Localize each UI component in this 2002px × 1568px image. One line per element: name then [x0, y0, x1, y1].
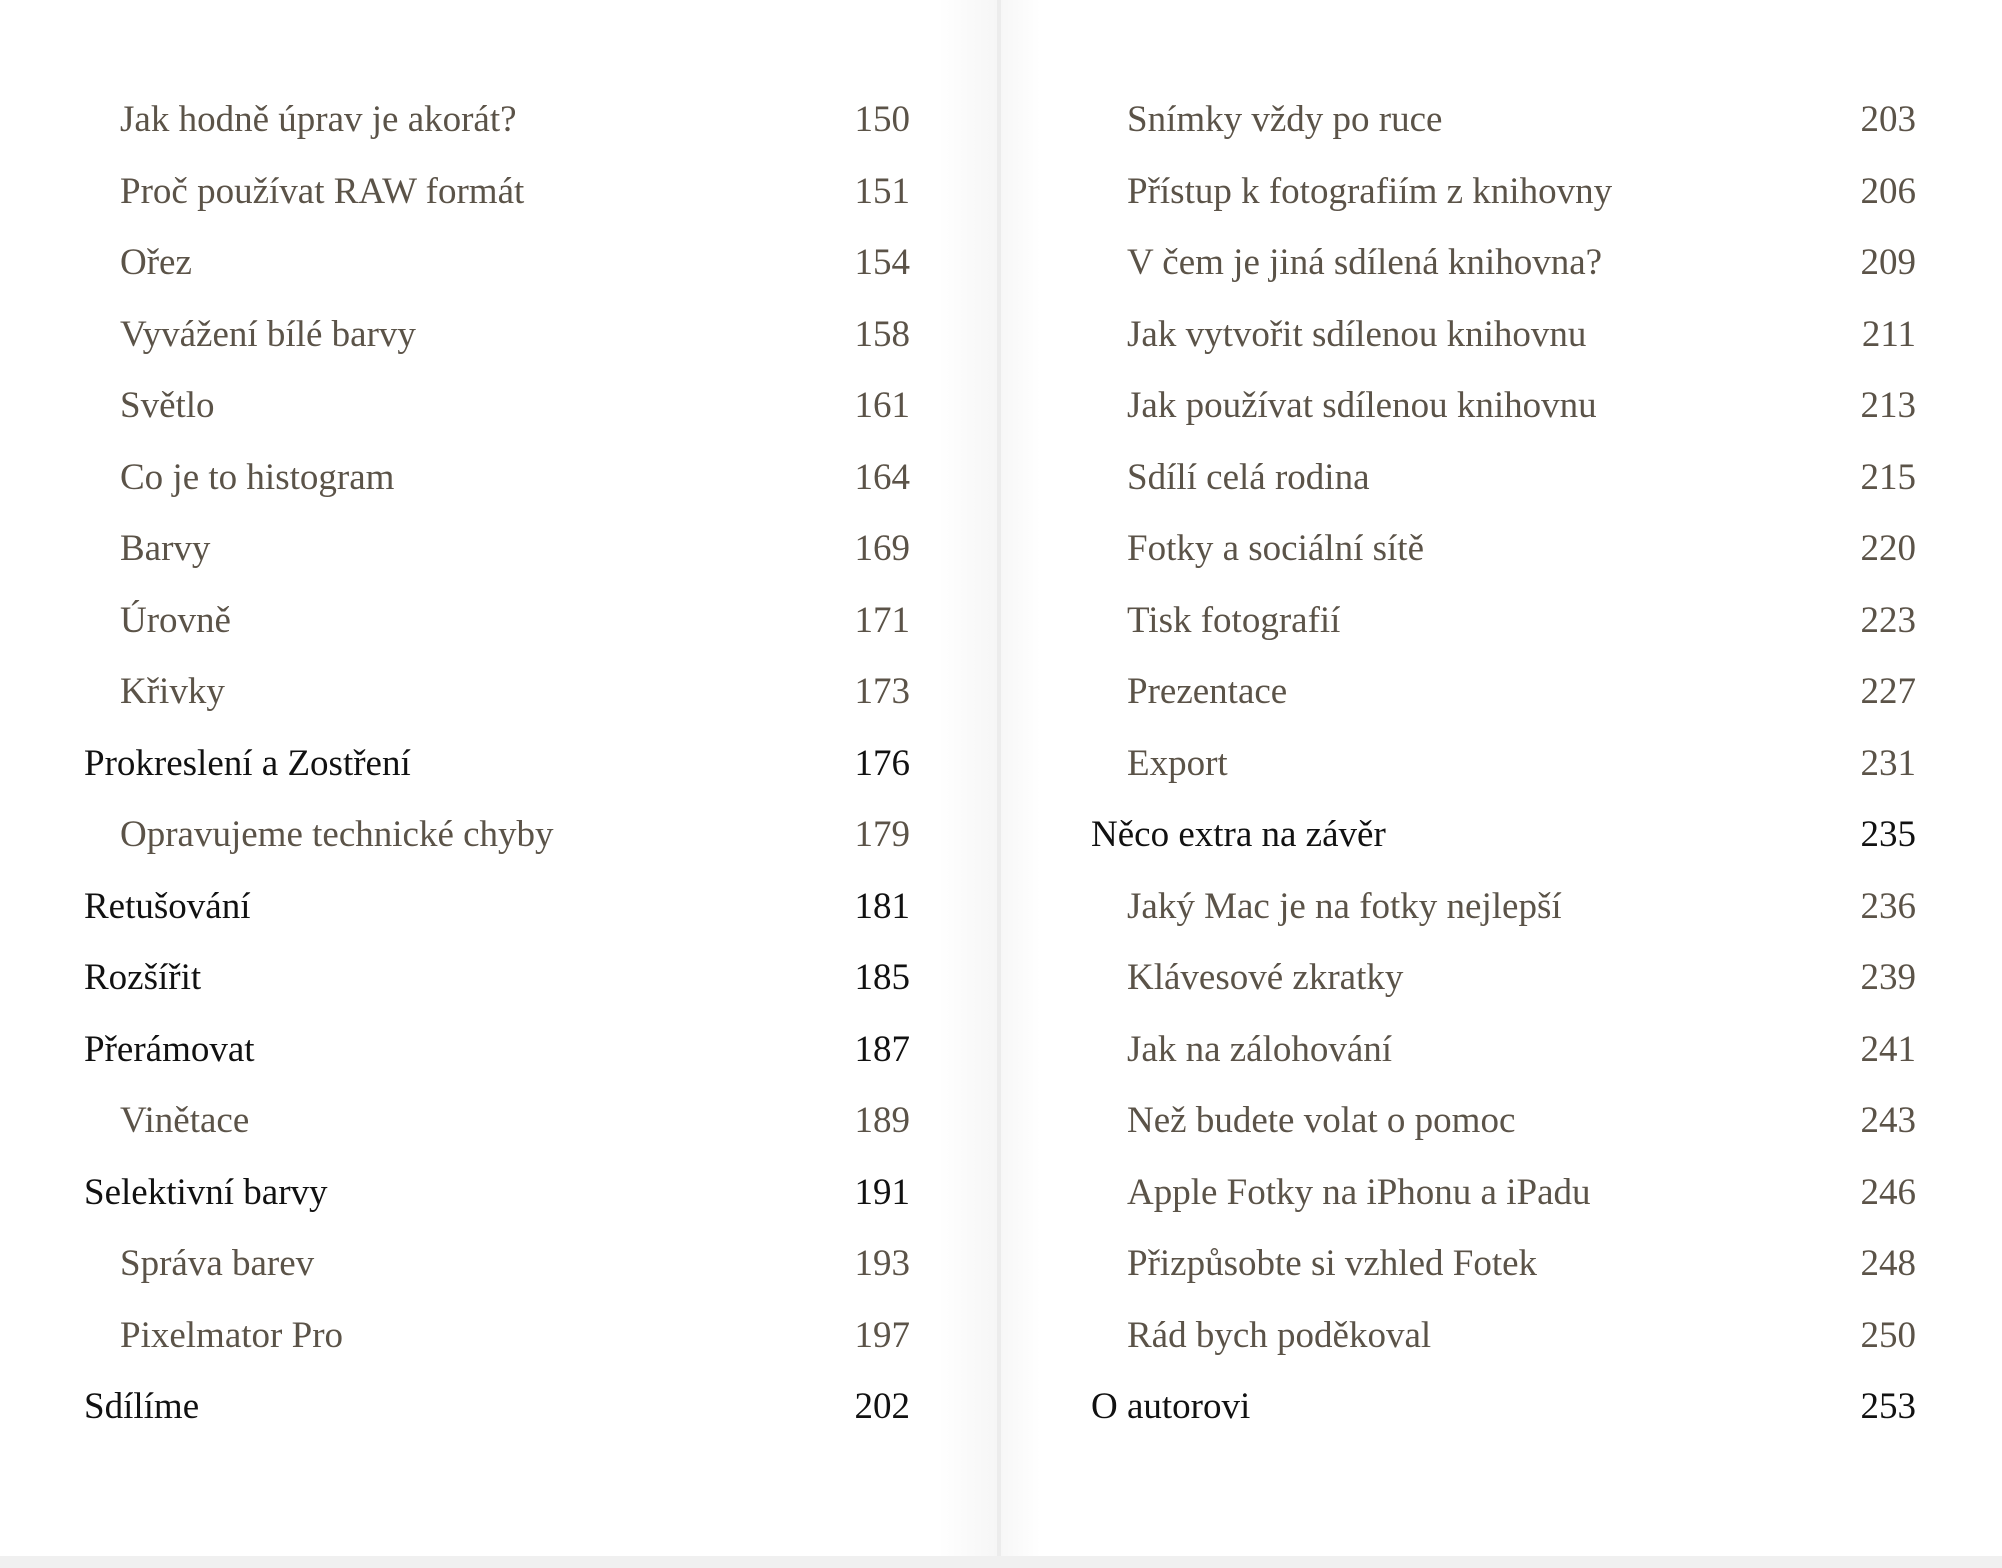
- toc-chapter-entry[interactable]: [84, 1014, 910, 1086]
- toc-entry-title: V čem je jiná sdílená knihovna?: [1127, 242, 1603, 283]
- toc-entry-title: Apple Fotky na iPhonu a iPadu: [1127, 1171, 1591, 1213]
- toc-section-entry[interactable]: [84, 1228, 910, 1300]
- toc-chapter-entry[interactable]: [84, 728, 910, 800]
- toc-page-number: 179: [854, 814, 910, 855]
- toc-page-number: 236: [1860, 885, 1916, 927]
- toc-entry-title: Rád bych poděkoval: [1127, 1314, 1432, 1356]
- toc-entry-title: Opravujeme technické chyby: [120, 814, 554, 855]
- toc-page-number: 202: [854, 1386, 910, 1427]
- toc-section-entry[interactable]: [84, 799, 910, 871]
- toc-entry-title: Selektivní barvy: [84, 1171, 328, 1213]
- toc-page-number: 209: [1860, 242, 1916, 283]
- toc-entry-title: Vyvážení bílé barvy: [120, 313, 416, 355]
- toc-page-number: 248: [1860, 1243, 1916, 1284]
- toc-section-entry[interactable]: [1091, 1014, 1916, 1086]
- toc-entry-title: Správa barev: [120, 1243, 315, 1284]
- toc-page-number: 231: [1860, 742, 1916, 784]
- toc-page-number: 213: [1860, 385, 1916, 426]
- toc-page-number: 173: [854, 671, 910, 712]
- toc-page-number: 215: [1860, 456, 1916, 498]
- toc-page-number: 243: [1860, 1100, 1916, 1141]
- toc-section-entry[interactable]: [1091, 1157, 1916, 1229]
- toc-page-number: 211: [1861, 313, 1916, 355]
- toc-entry-title: Jak používat sdílenou knihovnu: [1127, 385, 1597, 426]
- toc-section-entry[interactable]: [1091, 513, 1916, 585]
- toc-section-entry[interactable]: [84, 299, 910, 371]
- toc-section-entry[interactable]: [84, 513, 910, 585]
- toc-section-entry[interactable]: [1091, 656, 1916, 728]
- toc-section-entry[interactable]: [84, 656, 910, 728]
- toc-entry-title: Ořez: [120, 242, 192, 283]
- toc-entry-title: Vinětace: [120, 1100, 250, 1141]
- toc-entry-title: Něco extra na závěr: [1091, 814, 1386, 855]
- toc-page-number: 246: [1860, 1171, 1916, 1213]
- toc-entry-title: Jaký Mac je na fotky nejlepší: [1127, 885, 1562, 927]
- toc-section-entry[interactable]: [84, 442, 910, 514]
- toc-section-entry[interactable]: [84, 84, 910, 156]
- toc-entry-title: Křivky: [120, 671, 225, 712]
- toc-page-number: 161: [854, 385, 910, 426]
- toc-section-entry[interactable]: [1091, 227, 1916, 299]
- toc-section-entry[interactable]: [1091, 942, 1916, 1014]
- toc-entry-title: Proč používat RAW formát: [120, 170, 525, 212]
- toc-entry-title: Sdílíme: [84, 1386, 200, 1427]
- toc-page-number: 250: [1860, 1314, 1916, 1356]
- toc-entry-title: Klávesové zkratky: [1127, 957, 1404, 998]
- toc-entry-title: Prokreslení a Zostření: [84, 742, 411, 784]
- toc-right-column: [1091, 84, 1916, 1443]
- toc-page-number: 223: [1860, 599, 1916, 641]
- toc-page-number: 253: [1860, 1386, 1916, 1427]
- toc-entry-title: Přizpůsobte si vzhled Fotek: [1127, 1243, 1538, 1284]
- toc-entry-title: Co je to histogram: [120, 456, 395, 498]
- toc-chapter-entry[interactable]: [1091, 1371, 1916, 1443]
- toc-page-number: 185: [854, 957, 910, 998]
- toc-page-number: 241: [1860, 1028, 1916, 1070]
- toc-page-number: 181: [854, 885, 910, 927]
- toc-entry-title: Prezentace: [1127, 671, 1288, 712]
- toc-entry-title: O autorovi: [1091, 1386, 1251, 1427]
- toc-section-entry[interactable]: [1091, 1300, 1916, 1372]
- toc-entry-title: Jak hodně úprav je akorát?: [120, 99, 517, 140]
- toc-page-number: 154: [854, 242, 910, 283]
- toc-entry-title: Rozšířit: [84, 957, 202, 998]
- toc-section-entry[interactable]: [1091, 84, 1916, 156]
- toc-entry-title: Než budete volat o pomoc: [1127, 1100, 1516, 1141]
- toc-entry-title: Tisk fotografií: [1127, 599, 1341, 641]
- toc-section-entry[interactable]: [1091, 370, 1916, 442]
- toc-section-entry[interactable]: [1091, 299, 1916, 371]
- toc-entry-title: Retušování: [84, 885, 251, 927]
- toc-page-number: 189: [854, 1100, 910, 1141]
- toc-section-entry[interactable]: [1091, 871, 1916, 943]
- toc-section-entry[interactable]: [84, 1085, 910, 1157]
- toc-chapter-entry[interactable]: [84, 942, 910, 1014]
- toc-left-column: [84, 84, 910, 1443]
- toc-page-number: 220: [1860, 528, 1916, 569]
- toc-section-entry[interactable]: [1091, 1085, 1916, 1157]
- toc-section-entry[interactable]: [84, 156, 910, 228]
- toc-section-entry[interactable]: [84, 370, 910, 442]
- toc-section-entry[interactable]: [84, 585, 910, 657]
- toc-page-number: 193: [854, 1243, 910, 1284]
- toc-chapter-entry[interactable]: [84, 1157, 910, 1229]
- toc-entry-title: Jak vytvořit sdílenou knihovnu: [1127, 313, 1587, 355]
- toc-section-entry[interactable]: [1091, 585, 1916, 657]
- toc-chapter-entry[interactable]: [84, 1371, 910, 1443]
- toc-entry-title: Pixelmator Pro: [120, 1314, 344, 1356]
- toc-page-number: 151: [854, 170, 910, 212]
- toc-page-number: 235: [1860, 814, 1916, 855]
- toc-entry-title: Úrovně: [120, 599, 231, 641]
- toc-page-number: 206: [1860, 170, 1916, 212]
- toc-page-number: 197: [854, 1314, 910, 1356]
- toc-page-number: 171: [854, 599, 910, 641]
- toc-section-entry[interactable]: [84, 227, 910, 299]
- toc-section-entry[interactable]: [1091, 442, 1916, 514]
- toc-page-number: 191: [854, 1171, 910, 1213]
- toc-page-number: 169: [854, 528, 910, 569]
- toc-entry-title: Jak na zálohování: [1127, 1028, 1393, 1070]
- toc-entry-title: Fotky a sociální sítě: [1127, 528, 1424, 569]
- toc-page-number: 203: [1860, 99, 1916, 140]
- toc-page-number: 164: [854, 456, 910, 498]
- toc-section-entry[interactable]: [1091, 728, 1916, 800]
- toc-entry-title: Sdílí celá rodina: [1127, 456, 1370, 498]
- toc-chapter-entry[interactable]: [84, 871, 910, 943]
- toc-page-number: 158: [854, 313, 910, 355]
- toc-page-number: 176: [854, 742, 910, 784]
- toc-entry-title: Světlo: [120, 385, 215, 426]
- toc-page-number: 187: [854, 1028, 910, 1070]
- toc-section-entry[interactable]: [84, 1300, 910, 1372]
- page-bottom-edge: [0, 1556, 2002, 1568]
- right-page: [1001, 0, 2002, 1556]
- toc-entry-title: Přerámovat: [84, 1028, 255, 1070]
- toc-page-number: 227: [1860, 671, 1916, 712]
- toc-chapter-entry[interactable]: [1091, 799, 1916, 871]
- toc-section-entry[interactable]: [1091, 156, 1916, 228]
- toc-entry-title: Snímky vždy po ruce: [1127, 99, 1443, 140]
- toc-entry-title: Barvy: [120, 528, 211, 569]
- toc-section-entry[interactable]: [1091, 1228, 1916, 1300]
- toc-page-number: 239: [1860, 957, 1916, 998]
- toc-entry-title: Export: [1127, 742, 1228, 784]
- left-page: [0, 0, 997, 1556]
- toc-page-number: 150: [854, 99, 910, 140]
- toc-entry-title: Přístup k fotografiím z knihovny: [1127, 170, 1613, 212]
